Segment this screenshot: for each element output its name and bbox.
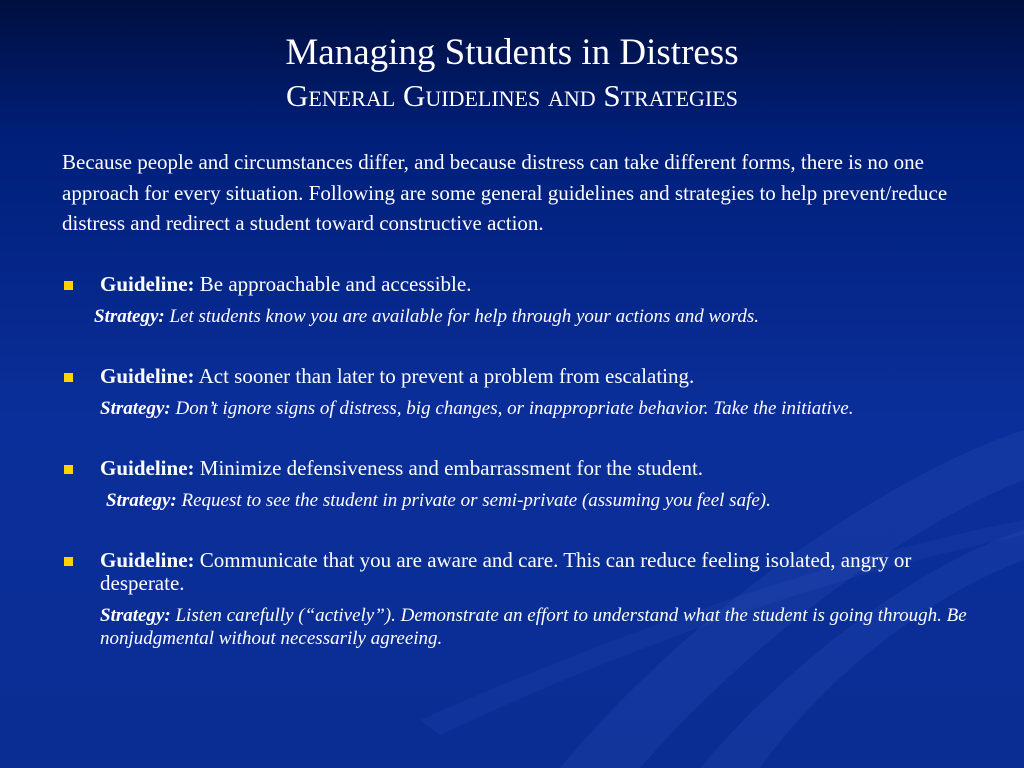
guideline-item [62, 457, 992, 512]
intro-paragraph: Because people and circumstances differ, and because distress can take different forms, there is no one approach for every situation. Following are some general guidelines and strategies to help prevent/reduce distress and redirect a student toward constructive action. [62, 150, 948, 235]
strategy-line [62, 305, 992, 328]
guideline-label: Guideline: [100, 548, 195, 572]
guideline-item [62, 273, 992, 328]
guideline-text: Minimize defensiveness and embarrassment for the student. [194, 456, 704, 480]
strategy-text: Let students know you are available for help through your actions and words. [164, 306, 759, 327]
strategy-line [62, 397, 992, 420]
strategy-line [62, 604, 992, 650]
guideline-line [62, 549, 992, 595]
guideline-text: Be approachable and accessible. [194, 272, 472, 296]
guideline-label: Guideline: [100, 364, 195, 388]
strategy-text: Don’t ignore signs of distress, big changes, or inappropriate behavior. Take the initiative. [170, 398, 854, 419]
guideline-line [62, 365, 992, 388]
slide-title [0, 30, 1024, 116]
guideline-item [62, 549, 992, 650]
strategy-text: Request to see the student in private or semi-private (assuming you feel safe). [176, 490, 771, 511]
strategy-label: Strategy: [94, 306, 165, 327]
strategy-line [62, 489, 992, 512]
title-line-2: General Guidelines and Strategies [286, 78, 738, 113]
square-bullet-icon [64, 373, 73, 382]
guideline-label: Guideline: [100, 272, 195, 296]
guideline-text: Communicate that you are aware and care. This can reduce feeling isolated, angry or desperate. [100, 548, 912, 595]
guideline-label: Guideline: [100, 456, 195, 480]
guideline-line [62, 457, 992, 480]
guideline-item [62, 365, 992, 420]
strategy-label: Strategy: [106, 490, 177, 511]
guideline-line [62, 273, 992, 296]
square-bullet-icon [64, 465, 73, 474]
guideline-text: Act sooner than later to prevent a problem from escalating. [194, 364, 695, 388]
square-bullet-icon [64, 557, 73, 566]
strategy-label: Strategy: [100, 398, 171, 419]
strategy-label: Strategy: [100, 605, 171, 626]
strategy-text: Listen carefully (“actively”). Demonstrate an effort to understand what the student is going through. Be nonjudgmental without necessarily agreeing. [100, 605, 967, 649]
square-bullet-icon [64, 281, 73, 290]
title-line-1: Managing Students in Distress [285, 32, 739, 73]
